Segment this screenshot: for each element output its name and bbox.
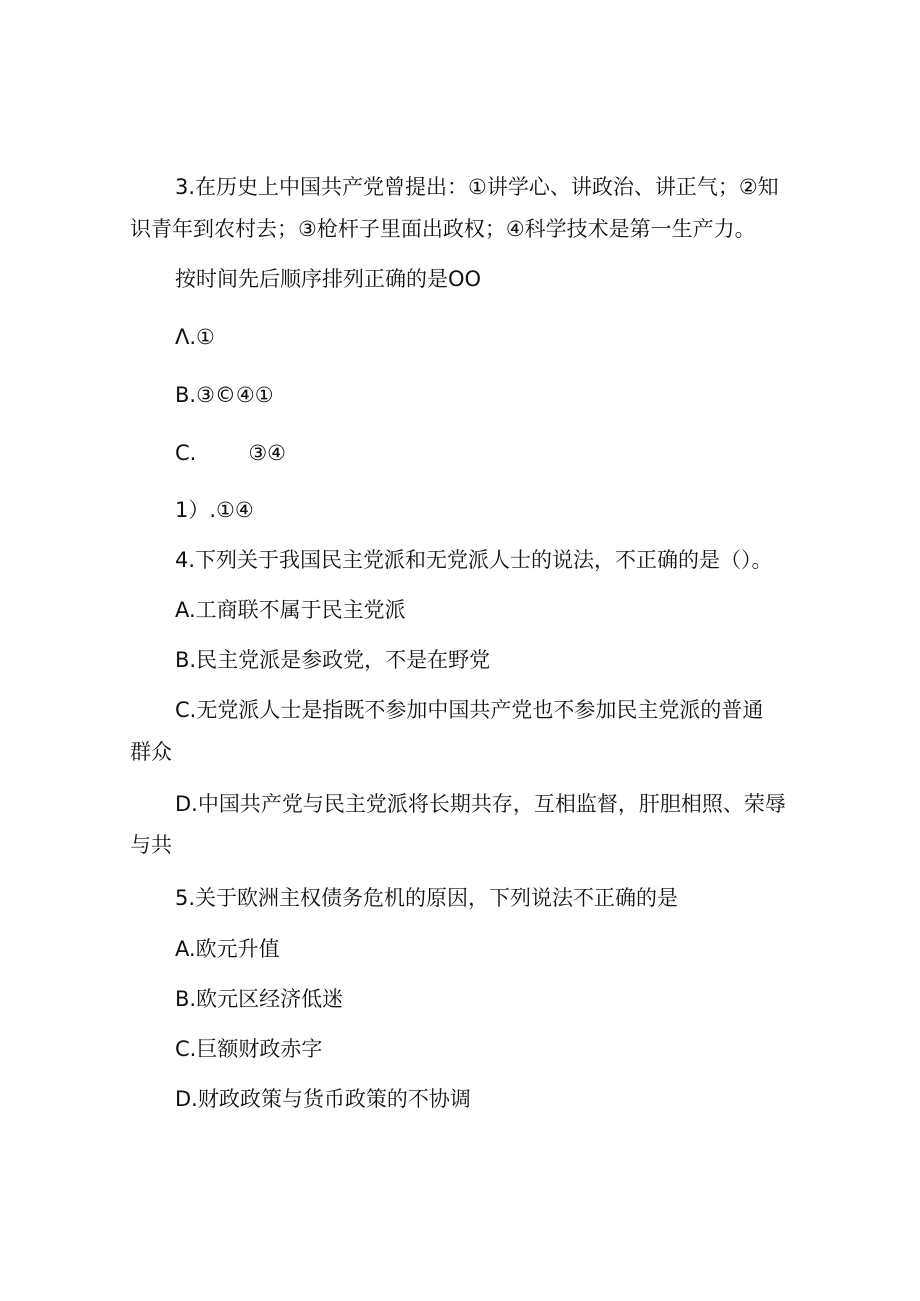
q4-option-b: B.民主党派是参政党，不是在野党 xyxy=(175,648,491,672)
q5-stem: 5.关于欧洲主权债务危机的原因，下列说法不正确的是 xyxy=(175,886,679,910)
q3-stem-line-1: 3.在历史上中国共产党曾提出：①讲学心、讲政治、讲正气；②知 xyxy=(175,175,779,199)
q3-prompt: 按时间先后顺序排列正确的是OO xyxy=(175,267,482,291)
q4-option-d-line-1: D.中国共产党与民主党派将长期共存，互相监督，肝胆相照、荣辱 xyxy=(175,792,786,816)
q5-option-c: C.巨额财政赤字 xyxy=(175,1037,323,1061)
q3-stem-line-2: 识青年到农村去；③枪杆子里面出政权；④科学技术是第一生产力。 xyxy=(130,217,756,241)
q5-option-a: A.欧元升值 xyxy=(175,937,280,961)
q4-option-c-line-1: C.无党派人士是指既不参加中国共产党也不参加民主党派的普通 xyxy=(175,698,764,722)
q3-option-a: Λ.① xyxy=(175,325,215,349)
q4-stem: 4.下列关于我国民主党派和无党派人士的说法，不正确的是（）。 xyxy=(175,548,773,572)
q3-option-b: B.③©④① xyxy=(175,383,274,407)
q5-option-b: B.欧元区经济低迷 xyxy=(175,987,344,1011)
q4-option-d-line-2: 与共 xyxy=(130,833,172,857)
q5-option-d: D.财政政策与货币政策的不协调 xyxy=(175,1087,471,1111)
q3-option-c-value: ③④ xyxy=(248,441,286,465)
q4-option-c-line-2: 群众 xyxy=(130,740,172,764)
q4-option-a: A.工商联不属于民主党派 xyxy=(175,598,406,622)
q3-option-c-label: C. xyxy=(175,441,197,465)
q3-option-c xyxy=(175,439,800,467)
q3-option-d: 1）.①④ xyxy=(175,498,254,522)
